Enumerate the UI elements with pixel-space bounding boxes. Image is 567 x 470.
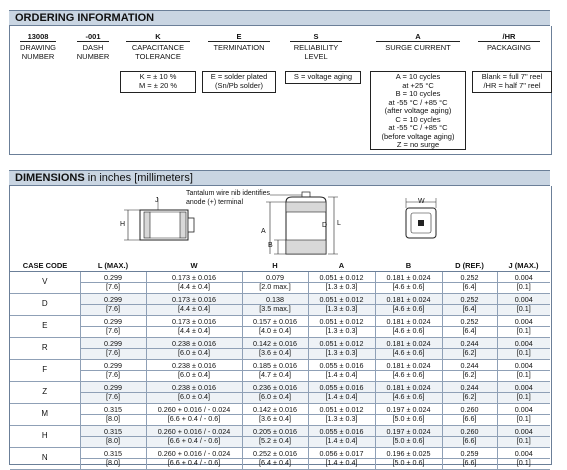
inch-value: 0.004 (514, 448, 533, 458)
mm-value: [0.1] (498, 348, 551, 358)
value-cell (442, 360, 497, 382)
inch-value: 0.299 (104, 360, 122, 370)
mm-value: [5.0 ± 0.6] (376, 458, 442, 468)
part-code-reliability: S (313, 32, 319, 41)
value-cell (146, 382, 242, 404)
inch-value: 0.051 ± 0.012 (319, 294, 364, 304)
part-label-termination: TERMINATION (213, 43, 265, 52)
mm-value: [0.1] (498, 304, 551, 314)
ordering-header (9, 10, 550, 26)
table-row (10, 272, 550, 294)
ordering-title: ORDERING INFORMATION (15, 12, 155, 24)
value-cell (375, 404, 442, 426)
label-w: W (418, 198, 425, 205)
mm-value: [4.4 ± 0.4] (147, 282, 242, 292)
mm-value: [6.0 ± 0.4] (147, 348, 242, 358)
dimensions-title: DIMENSIONS in inches [millimeters] (15, 172, 193, 184)
mm-value: [7.6] (81, 370, 146, 380)
value-cell (242, 404, 308, 426)
value-cell (497, 360, 550, 382)
mm-value: [1.4 ± 0.4] (309, 370, 375, 380)
mm-value: [4.6 ± 0.6] (376, 282, 442, 292)
inch-value: 0.244 (460, 382, 479, 392)
mm-value: [1.3 ± 0.3] (309, 326, 375, 336)
mm-value: [1.3 ± 0.3] (309, 282, 375, 292)
inch-value: 0.181 ± 0.024 (386, 360, 431, 370)
inch-value: 0.056 ± 0.017 (319, 448, 364, 458)
inch-value: 0.181 ± 0.024 (386, 338, 431, 348)
value-cell (497, 426, 550, 448)
inch-value: 0.138 (266, 294, 284, 304)
value-cell (146, 294, 242, 316)
table-row (10, 426, 550, 448)
value-cell (308, 360, 375, 382)
mm-value: [6.4] (443, 282, 497, 292)
mm-value: [7.6] (81, 326, 146, 336)
option-line: A = 10 cycles (395, 72, 441, 81)
part-underline (376, 41, 460, 42)
mm-value: [1.3 ± 0.3] (309, 414, 375, 424)
value-cell (497, 338, 550, 360)
value-cell (242, 294, 308, 316)
mm-value: [6.0 ± 0.4] (243, 392, 308, 402)
inch-value: 0.142 ± 0.016 (253, 338, 297, 348)
label-l: L (337, 220, 341, 227)
inch-value: 0.004 (514, 382, 533, 392)
mm-value: [4.6 ± 0.6] (376, 370, 442, 380)
inch-value: 0.142 ± 0.016 (253, 404, 297, 414)
inch-value: 0.173 ± 0.016 (172, 272, 216, 282)
value-cell (308, 426, 375, 448)
inch-value: 0.181 ± 0.024 (386, 272, 431, 282)
mm-value: [4.6 ± 0.6] (376, 326, 442, 336)
inch-value: 0.004 (514, 338, 533, 348)
option-line: (after voltage aging) (384, 106, 452, 115)
column-header: B (375, 260, 442, 272)
value-cell (242, 272, 308, 294)
part-code-surge: A (415, 32, 421, 41)
mm-value: [4.4 ± 0.4] (147, 304, 242, 314)
part-underline (478, 41, 540, 42)
option-line: at -55 °C / +85 °C (388, 123, 448, 132)
table-row (10, 360, 550, 382)
part-label-packaging: PACKAGING (486, 43, 532, 52)
part-code-packaging: /HR (502, 32, 516, 41)
inch-value: 0.315 (104, 426, 122, 436)
table-header-row (10, 260, 550, 272)
value-cell (146, 316, 242, 338)
table-row (10, 448, 550, 470)
mm-value: [3.5 max.] (243, 304, 308, 314)
inch-value: 0.260 (460, 404, 479, 414)
option-line: S = voltage aging (293, 72, 353, 81)
inch-value: 0.004 (514, 404, 533, 414)
inch-value: 0.252 (460, 316, 479, 326)
mm-value: [3.6 ± 0.4] (243, 348, 308, 358)
value-cell (497, 272, 550, 294)
value-cell (497, 404, 550, 426)
value-cell (442, 426, 497, 448)
inch-value: 0.315 (104, 448, 122, 458)
mm-value: [7.6] (81, 392, 146, 402)
option-line: (Sn/Pb solder) (215, 80, 263, 90)
inch-value: 0.260 (460, 426, 479, 436)
table-row (10, 404, 550, 426)
mm-value: [6.6 + 0.4 / - 0.6] (147, 436, 242, 446)
inch-value: 0.205 ± 0.016 (253, 426, 297, 436)
part-code-termination: E (236, 32, 242, 41)
inch-value: 0.260 + 0.016 / - 0.024 (157, 448, 231, 458)
value-cell (146, 404, 242, 426)
anode-note (186, 189, 270, 207)
column-header: H (242, 260, 308, 272)
value-cell (308, 448, 375, 470)
inch-value: 0.079 (266, 272, 284, 282)
inch-value: 0.260 + 0.016 / - 0.024 (157, 404, 231, 414)
option-line: (before voltage aging) (381, 131, 455, 141)
inch-value: 0.055 ± 0.016 (319, 360, 364, 370)
column-header: CASE CODE (10, 260, 80, 272)
value-cell (375, 316, 442, 338)
part-label-reliability: RELIABILITY LEVEL (293, 43, 339, 61)
inch-value: 0.238 ± 0.016 (172, 338, 216, 348)
mm-value: [4.6 ± 0.6] (376, 392, 442, 402)
inch-value: 0.244 (460, 360, 479, 370)
inch-value: 0.299 (104, 338, 122, 348)
inch-value: 0.315 (104, 404, 122, 414)
mm-value: [0.1] (498, 370, 551, 380)
value-cell (442, 294, 497, 316)
case-code-cell: H (10, 426, 80, 448)
inch-value: 0.238 ± 0.016 (172, 382, 216, 392)
inch-value: 0.181 ± 0.024 (386, 316, 431, 326)
inch-value: 0.196 ± 0.025 (386, 448, 431, 458)
value-cell (146, 426, 242, 448)
option-line: Blank = full 7" reel (481, 72, 543, 81)
value-cell (308, 294, 375, 316)
capacitor-drawing (110, 188, 450, 260)
note-line: anode (+) terminal (186, 199, 244, 206)
mm-value: [3.6 ± 0.4] (243, 414, 308, 424)
mm-value: [5.2 ± 0.4] (243, 436, 308, 446)
value-cell (80, 360, 146, 382)
option-line: /HR = half 7" reel (483, 80, 541, 90)
case-code-cell: V (10, 272, 80, 294)
column-header: J (MAX.) (497, 260, 550, 272)
mm-value: [6.0 ± 0.4] (147, 392, 242, 402)
value-cell (375, 294, 442, 316)
inch-value: 0.173 ± 0.016 (172, 316, 216, 326)
mm-value: [8.0] (81, 458, 146, 468)
inch-value: 0.181 ± 0.024 (386, 382, 431, 392)
part-code-dash: -001 (85, 32, 101, 41)
mm-value: [6.2] (443, 370, 497, 380)
inch-value: 0.185 ± 0.016 (253, 360, 297, 370)
inch-value: 0.260 + 0.016 / - 0.024 (157, 426, 231, 436)
mm-value: [6.6] (443, 436, 497, 446)
column-header: L (MAX.) (80, 260, 146, 272)
option-line: B = 10 cycles (395, 89, 441, 98)
value-cell (242, 338, 308, 360)
value-cell (308, 272, 375, 294)
mm-value: [1.3 ± 0.3] (309, 304, 375, 314)
mm-value: [6.2] (443, 392, 497, 402)
part-code-tolerance: K (155, 32, 161, 41)
surge-options (370, 71, 466, 150)
value-cell (80, 404, 146, 426)
inch-value: 0.055 ± 0.016 (319, 426, 364, 436)
mm-value: [7.6] (81, 282, 146, 292)
inch-value: 0.181 ± 0.024 (386, 294, 431, 304)
value-cell (146, 272, 242, 294)
mm-value: [6.4 ± 0.4] (243, 458, 308, 468)
inch-value: 0.197 ± 0.024 (386, 426, 431, 436)
mm-value: [1.4 ± 0.4] (309, 458, 375, 468)
option-line: at -55 °C / +85 °C (388, 97, 448, 107)
tolerance-options (120, 71, 196, 93)
mm-value: [7.6] (81, 348, 146, 358)
mm-value: [1.3 ± 0.3] (309, 348, 375, 358)
inch-value: 0.238 ± 0.016 (172, 360, 216, 370)
value-cell (375, 272, 442, 294)
mm-value: [0.1] (498, 392, 551, 402)
mm-value: [0.1] (498, 282, 551, 292)
part-label-tolerance: CAPACITANCE TOLERANCE (131, 43, 185, 61)
inch-value: 0.299 (104, 316, 122, 326)
value-cell (375, 382, 442, 404)
part-label-dash: DASH NUMBER (76, 43, 110, 61)
value-cell (497, 316, 550, 338)
termination-options (202, 71, 276, 93)
mm-value: [2.0 max.] (243, 282, 308, 292)
value-cell (442, 448, 497, 470)
value-cell (80, 448, 146, 470)
mm-value: [4.6 ± 0.6] (376, 348, 442, 358)
mm-value: [6.6 + 0.4 / - 0.6] (147, 458, 242, 468)
part-underline (126, 41, 190, 42)
value-cell (242, 316, 308, 338)
mm-value: [6.6] (443, 458, 497, 468)
table-row (10, 294, 550, 316)
mm-value: [5.0 ± 0.6] (376, 436, 442, 446)
inch-value: 0.299 (104, 382, 122, 392)
value-cell (442, 316, 497, 338)
value-cell (80, 338, 146, 360)
mm-value: [0.1] (498, 414, 551, 424)
value-cell (497, 382, 550, 404)
inch-value: 0.004 (514, 294, 533, 304)
value-cell (242, 448, 308, 470)
case-code-cell: M (10, 404, 80, 426)
inch-value: 0.252 ± 0.016 (253, 448, 297, 458)
value-cell (497, 448, 550, 470)
mm-value: [4.7 ± 0.4] (243, 370, 308, 380)
mm-value: [4.0 ± 0.4] (243, 326, 308, 336)
case-code-cell: E (10, 316, 80, 338)
part-underline (208, 41, 270, 42)
mm-value: [6.4] (443, 326, 497, 336)
option-line: K = ± 10 % (139, 72, 177, 81)
dimensions-header (9, 170, 550, 186)
inch-value: 0.004 (514, 272, 533, 282)
inch-value: 0.299 (104, 294, 122, 304)
inch-value: 0.051 ± 0.012 (319, 272, 364, 282)
value-cell (442, 338, 497, 360)
mm-value: [4.6 ± 0.6] (376, 304, 442, 314)
inch-value: 0.004 (514, 360, 533, 370)
value-cell (308, 382, 375, 404)
value-cell (308, 404, 375, 426)
reliability-options (285, 71, 361, 84)
value-cell (80, 294, 146, 316)
inch-value: 0.299 (104, 272, 122, 282)
mm-value: [0.1] (498, 458, 551, 468)
value-cell (375, 360, 442, 382)
inch-value: 0.051 ± 0.012 (319, 316, 364, 326)
mm-value: [1.4 ± 0.4] (309, 436, 375, 446)
value-cell (146, 448, 242, 470)
option-line: E = solder plated (210, 72, 268, 81)
value-cell (80, 316, 146, 338)
note-line: Tantalum wire nib identifies (186, 190, 271, 197)
value-cell (375, 426, 442, 448)
value-cell (242, 382, 308, 404)
mm-value: [8.0] (81, 414, 146, 424)
inch-value: 0.004 (514, 316, 533, 326)
inch-value: 0.252 (460, 294, 479, 304)
case-code-cell: R (10, 338, 80, 360)
value-cell (497, 294, 550, 316)
inch-value: 0.259 (460, 448, 479, 458)
mm-value: [0.1] (498, 326, 551, 336)
inch-value: 0.055 ± 0.016 (319, 382, 364, 392)
inch-value: 0.244 (460, 338, 479, 348)
value-cell (80, 272, 146, 294)
table-row (10, 316, 550, 338)
option-line: at +25 °C (402, 80, 434, 90)
mm-value: [6.2] (443, 348, 497, 358)
mm-value: [7.6] (81, 304, 146, 314)
case-code-cell: F (10, 360, 80, 382)
option-line: M = ± 20 % (138, 80, 178, 90)
inch-value: 0.051 ± 0.012 (319, 404, 364, 414)
inch-value: 0.197 ± 0.024 (386, 404, 431, 414)
mm-value: [1.4 ± 0.4] (309, 392, 375, 402)
table-row (10, 382, 550, 404)
label-b: B (268, 242, 273, 249)
part-label-surge: SURGE CURRENT (385, 43, 451, 52)
case-code-cell: D (10, 294, 80, 316)
option-line: Z = no surge (396, 140, 440, 149)
value-cell (308, 338, 375, 360)
part-label-drawing: DRAWING NUMBER (20, 43, 56, 61)
mm-value: [5.0 ± 0.6] (376, 414, 442, 424)
packaging-options (472, 71, 552, 93)
front-view (266, 192, 338, 254)
value-cell (308, 316, 375, 338)
mm-value: [6.4] (443, 304, 497, 314)
part-underline (77, 41, 109, 42)
part-underline (20, 41, 56, 42)
label-d: D (322, 222, 328, 229)
value-cell (80, 426, 146, 448)
side-view (124, 198, 194, 240)
value-cell (442, 272, 497, 294)
label-a: A (261, 228, 266, 235)
column-header: W (146, 260, 242, 272)
value-cell (442, 404, 497, 426)
inch-value: 0.236 ± 0.016 (253, 382, 297, 392)
value-cell (375, 338, 442, 360)
label-h: H (120, 221, 126, 228)
inch-value: 0.252 (460, 272, 479, 282)
column-header: D (REF.) (442, 260, 497, 272)
mm-value: [6.6 + 0.4 / - 0.6] (147, 414, 242, 424)
value-cell (242, 426, 308, 448)
case-code-cell: N (10, 448, 80, 470)
value-cell (80, 382, 146, 404)
mm-value: [0.1] (498, 436, 551, 446)
inch-value: 0.051 ± 0.012 (319, 338, 364, 348)
dimensions-table (10, 260, 550, 470)
label-j: J (155, 197, 159, 204)
case-code-cell: Z (10, 382, 80, 404)
column-header: A (308, 260, 375, 272)
mm-value: [6.0 ± 0.4] (147, 370, 242, 380)
part-code-drawing: 13008 (27, 32, 49, 41)
option-line: C = 10 cycles (395, 114, 441, 124)
value-cell (242, 360, 308, 382)
mm-value: [6.6] (443, 414, 497, 424)
inch-value: 0.173 ± 0.016 (172, 294, 216, 304)
value-cell (375, 448, 442, 470)
mm-value: [8.0] (81, 436, 146, 446)
value-cell (146, 360, 242, 382)
inch-value: 0.157 ± 0.016 (253, 316, 297, 326)
table-body (10, 272, 550, 470)
value-cell (146, 338, 242, 360)
part-underline (290, 41, 342, 42)
table-row (10, 338, 550, 360)
mm-value: [4.4 ± 0.4] (147, 326, 242, 336)
value-cell (442, 382, 497, 404)
inch-value: 0.004 (514, 426, 533, 436)
